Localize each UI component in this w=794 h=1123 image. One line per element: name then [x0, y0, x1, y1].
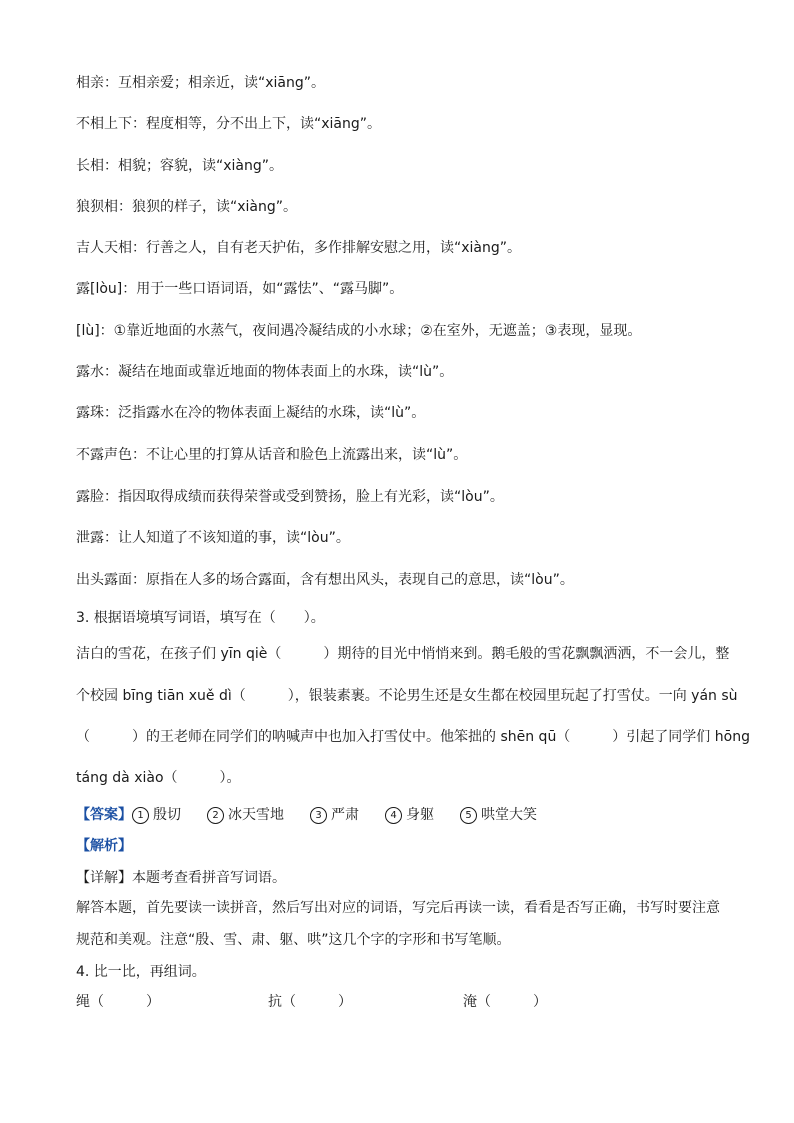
- answer-text: 殷切: [153, 807, 181, 823]
- definition-line: 吉人天相：行善之人，自有老天护佑，多作排解安慰之用，读“xiàng”。: [76, 240, 522, 256]
- answer-text: 哄堂大笑: [481, 807, 537, 823]
- answer-row: [76, 805, 563, 825]
- analysis-explanation-line: 解答本题，首先要读一读拼音，然后写出对应的词语，写完后再读一读，看看是否写正确，书写时要注意: [76, 900, 720, 916]
- compare-item-yan: 淹（ ）: [463, 994, 547, 1010]
- analysis-label: 【解析】: [76, 838, 132, 854]
- answer-text: 严肃: [331, 807, 359, 823]
- question-3-passage-line: 洁白的雪花，在孩子们 yīn qiè（ ）期待的目光中悄悄来到。鹅毛般的雪花飘飘洒洒，不一会儿，整: [76, 646, 730, 662]
- definition-line: 出头露面：原指在人多的场合露面，含有想出风头，表现自己的意思，读“lòu”。: [76, 572, 574, 588]
- definition-line: 露水：凝结在地面或靠近地面的物体表面上的水珠，读“lù”。: [76, 364, 454, 380]
- answer-number-badge: 5: [460, 807, 477, 824]
- question-4-title: 4. 比一比，再组词。: [76, 964, 206, 980]
- analysis-detail: 【详解】本题考查看拼音写词语。: [76, 870, 286, 886]
- answer-number-badge: 3: [310, 807, 327, 824]
- analysis-explanation-line: 规范和美观。注意“殷、雪、肃、躯、哄”这几个字的字形和书写笔顺。: [76, 932, 511, 948]
- definition-line: 泄露：让人知道了不该知道的事，读“lòu”。: [76, 530, 350, 546]
- question-3-title: 3. 根据语境填写词语，填写在（ ）。: [76, 610, 325, 626]
- definition-line: 露珠：泛指露水在冷的物体表面上凝结的水珠，读“lù”。: [76, 405, 426, 421]
- answer-number-badge: 2: [207, 807, 224, 824]
- answer-text: 身躯: [406, 807, 434, 823]
- compare-item-sheng: 绳（ ）: [76, 994, 160, 1010]
- answer-item: [132, 805, 181, 825]
- definition-line: 露脸：指因取得成绩而获得荣誉或受到赞扬，脸上有光彩，读“lòu”。: [76, 489, 504, 505]
- question-3-passage-line: táng dà xiào（ ）。: [76, 770, 241, 786]
- definition-line: [lù]：①靠近地面的水蒸气，夜间遇冷凝结成的小水球；②在室外，无遮盖；③表现，显现。: [76, 323, 642, 339]
- answer-item: [310, 805, 359, 825]
- answer-number-badge: 4: [385, 807, 402, 824]
- definition-line: 露[lòu]：用于一些口语词语，如“露怯”、“露马脚”。: [76, 281, 404, 297]
- definition-line: 不相上下：程度相等，分不出上下，读“xiāng”。: [76, 116, 382, 132]
- question-3-passage-line: 个校园 bīng tiān xuě dì（ ），银装素裹。不论男生还是女生都在校园里玩起了打雪仗。一向 yán sù: [76, 688, 738, 704]
- answer-item: [385, 805, 434, 825]
- definition-line: 狼狈相：狼狈的样子，读“xiàng”。: [76, 199, 298, 215]
- compare-item-kang: 抗（ ）: [268, 994, 352, 1010]
- question-3-passage-line: （ ）的王老师在同学们的呐喊声中也加入打雪仗中。他笨拙的 shēn qū（ ）引起了同学们 hōng: [76, 729, 750, 745]
- definition-line: 相亲：互相亲爱；相亲近，读“xiāng”。: [76, 75, 326, 91]
- answer-text: 冰天雪地: [228, 807, 284, 823]
- answer-label: 【答案】: [76, 807, 132, 823]
- answer-item: [460, 805, 537, 825]
- definition-line: 不露声色：不让心里的打算从话音和脸色上流露出来，读“lù”。: [76, 447, 468, 463]
- answer-item: [207, 805, 284, 825]
- answer-number-badge: 1: [132, 807, 149, 824]
- definition-line: 长相：相貌；容貌，读“xiàng”。: [76, 158, 284, 174]
